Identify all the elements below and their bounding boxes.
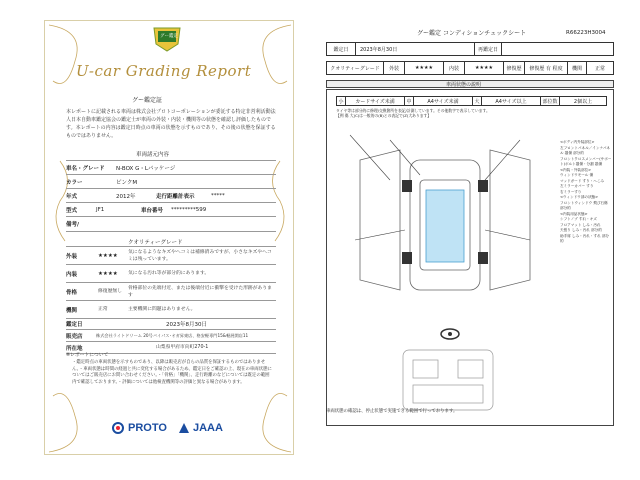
exterior-value-cell: ★★★★ — [404, 61, 444, 75]
address-value: 山梨県甲府市向町270-1 — [156, 345, 209, 350]
divider — [66, 231, 276, 232]
year-label: 年式 — [66, 193, 78, 200]
shop-value: 株式会社ライトドリーム 20号バイパス･オガ昇東店、格安軽専門15&軽展開店11 — [96, 333, 249, 338]
color-row — [66, 175, 276, 188]
year-row — [66, 189, 276, 202]
grade-text: 気になる汚れ等が部分的にあります。 — [128, 271, 210, 276]
vehicle-table — [66, 160, 276, 232]
remarks-row — [66, 217, 276, 231]
date-label: 鑑定日 — [66, 321, 83, 328]
remarks-label: 備考/ — [66, 222, 80, 228]
mileage-value: ***** — [211, 192, 225, 199]
grade-stars: ★★★★ — [98, 252, 118, 259]
grade-row — [66, 283, 276, 300]
logo-text: グー鑑定 — [160, 34, 178, 39]
grade-row — [66, 301, 276, 318]
grade-label: 内装 — [66, 271, 78, 278]
car-diagram — [330, 120, 560, 310]
grade-row — [66, 265, 276, 282]
certificate-subtitle: グー鑑定証 — [132, 97, 163, 104]
grade-stars: 修復歴無し — [98, 289, 122, 294]
jaaa-mark-icon — [178, 422, 190, 434]
size-mid-cell: 中 — [404, 96, 414, 106]
grade-text: 気になるようなキズやへコミは補修済みですが、小さなキズやへコミは残っています。 — [128, 249, 272, 262]
engine-label-cell: 機関 — [567, 61, 587, 75]
size-small-cell: 小 — [336, 96, 346, 106]
size-a4-cell: A4サイズ未満 — [413, 96, 473, 106]
count-value-cell: 2個以上 — [559, 96, 607, 106]
renew-label-cell: 再鑑定日 — [474, 42, 502, 56]
vin-value: *********599 — [171, 206, 207, 213]
date-value-cell: 2023年8月30日 — [355, 42, 475, 56]
address-label: 所在地 — [66, 345, 83, 352]
count-label-cell: 部位数 — [540, 96, 560, 106]
model-row — [66, 161, 276, 174]
grade-label-cell: クオリティーグレード — [326, 61, 384, 75]
interior-diagram — [398, 345, 498, 415]
model-label: 車名・グレード — [66, 165, 105, 172]
year-value: 2012年 — [116, 193, 136, 200]
steering-wheel-icon — [440, 328, 460, 340]
vin-label: 車台番号 — [141, 207, 164, 214]
frame-value-cell: 修復歴 有 程度 — [524, 61, 568, 75]
script-title: U-car Grading Report — [76, 62, 252, 80]
mileage-label: 走行距離計表示 — [156, 193, 195, 200]
frame-label-cell: 修復歴 — [503, 61, 525, 75]
sheet-title: グー鑑定 コンディションチェックシート — [417, 30, 527, 37]
engine-value-cell: 正常 — [586, 61, 614, 75]
type-row — [66, 203, 276, 216]
grade-stars: 正常 — [98, 307, 108, 312]
notes-text: ・鑑定時点の車両状態を示すものであり、以降は販売店が自らの品質を保証するものではありません。・車両状態は時間の経過と共に変化する場合があるため、鑑定日をご確認の上、現在の車両状態についてはご販売店にお問い合わせください。・「骨格」｢機関｣、走行距離のなどについては既定の範囲内で確認しております。・評価については他検査機関等の評価と異なる場合があります。 — [72, 360, 272, 385]
proto-text: PROTO — [128, 422, 167, 434]
quality-section-title: クオリティーグレード — [128, 240, 183, 246]
shop-row — [66, 330, 276, 341]
grade-table — [66, 246, 276, 319]
jaaa-text: JAAA — [193, 422, 223, 434]
legend-note-2: 【例 傷 大(C)は一般的の(B)との表記で(Z)大あります】 — [336, 113, 432, 118]
color-value: ピンクM — [116, 179, 138, 186]
type-value: JF1 — [96, 206, 105, 213]
shop-label: 販売店 — [66, 333, 83, 340]
model-value: N-BOX G・Lパッケージ — [116, 165, 176, 172]
state-title: 車両状態の説明 — [446, 82, 482, 88]
exterior-label-cell: 外装 — [383, 61, 405, 75]
right-notes: <ボディ内外装部位> 左フロントパネル／インナパネル 損傷 部分的 フロントクロスメンバー(サポート)ボルト損傷・分割 損傷 <内装・外装部位> ウィンドウモール 傷 マッドガード すり・へこみ 左ミラーカバー すり 右ミラーすり <ウィンドウ部の状態> フロントウィンドウ 飛び石傷 部分的 <内装用品状態> シフトノブ すれ・キズ フロアマット しみ・汚れ 天張り しみ・汚れ 部分的 助手席 しみ・汚れ・すれ 部分的 — [560, 140, 612, 243]
jaaa-logo — [178, 422, 223, 434]
grade-label: 機関 — [66, 307, 78, 314]
vehicle-section-title: 車両諸元内容 — [136, 152, 170, 158]
proto-logo — [112, 422, 167, 434]
size-a4plus-cell: A4サイズ以上 — [481, 96, 541, 106]
grade-stars: ★★★★ — [98, 270, 118, 277]
grade-row — [66, 247, 276, 264]
bottom-note: 車両状態の確認は、停止状態で実施できる範囲で行っております。 — [326, 409, 458, 414]
grade-text: 主要機関に問題はありません。 — [128, 307, 196, 312]
intro-paragraph: 本レポートに記載される車両は株式会社プロトコーポレーションが委託する特定非営利活動法人日本自動車鑑定協会の鑑定士が車両の外装・内装・機関等の状態を確認し評価したものです。本レポートの内容は鑑定日時点の車両の状態を示すものであり、その後の状態を保証するものではありません。 — [66, 109, 276, 139]
notes-title: ※レポートについて — [66, 353, 109, 358]
renew-value-cell — [501, 42, 614, 56]
goo-kantei-logo — [152, 24, 182, 52]
proto-mark-icon — [112, 422, 124, 434]
color-label: カラー — [66, 179, 83, 186]
legend-note: タイヤ等は部分的に修理/交換箇所を表記/計測しています。その他数字で表示しています。 — [336, 108, 490, 113]
date-value: 2023年8月30日 — [166, 321, 207, 328]
grade-text: 骨格部位の先端付近、または後端付近に衝撃を受けた形跡があります — [128, 285, 272, 298]
size-card-cell: カードサイズ未満 — [345, 96, 405, 106]
grade-label: 骨格 — [66, 289, 78, 296]
shop-table — [66, 318, 276, 354]
interior-value-cell: ★★★★ — [464, 61, 504, 75]
size-big-cell: 大 — [472, 96, 482, 106]
sheet-code: R66223H3004 — [566, 30, 606, 36]
grade-label: 外装 — [66, 253, 78, 260]
date-row — [66, 318, 276, 329]
interior-label-cell: 内装 — [443, 61, 465, 75]
type-label: 型式 — [66, 207, 78, 214]
date-label-cell: 鑑定日 — [326, 42, 356, 56]
